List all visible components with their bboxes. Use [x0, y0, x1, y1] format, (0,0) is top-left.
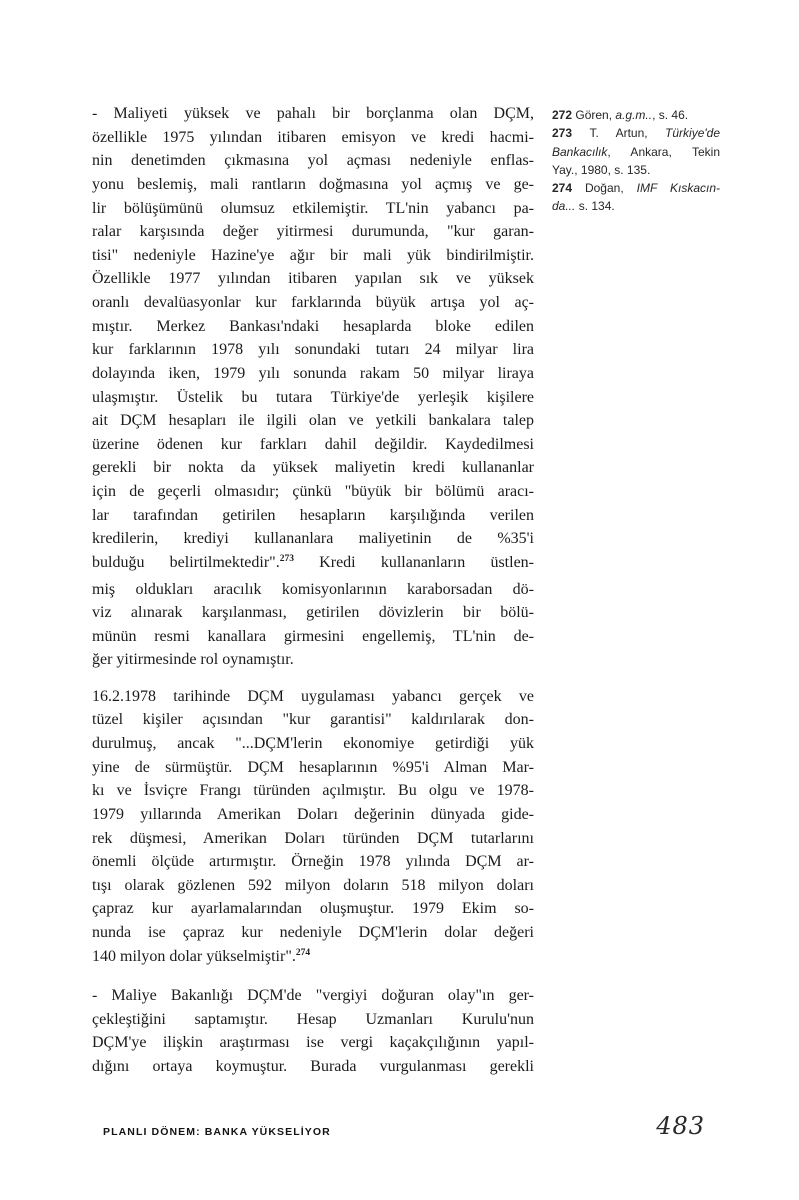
text-line — [92, 244, 534, 268]
text-run: 16.2.1978 tarihinde DÇM uygulaması yabancı gerçek ve — [92, 687, 534, 705]
text-line — [92, 173, 534, 197]
text-run: kredilerin, krediyi kullananlara maliyetinin de %35'i — [92, 530, 534, 548]
text-line — [92, 315, 534, 339]
text-run: yine de sürmüştür. DÇM hesaplarının %95'i Alman Mar- — [92, 758, 534, 776]
footnote-272 — [552, 106, 720, 124]
text-run: kur farklarının 1978 yılı sonundaki tutarı 24 milyar lira — [92, 341, 534, 359]
text-run: a.g.m.. — [615, 108, 653, 122]
text-run: T. Artun, — [589, 126, 666, 141]
text-run: Kredi kullananların üstlen- — [293, 553, 535, 571]
text-run: kı ve İsviçre Frangı türünden açılmıştır. Bu olgu ve 1978- — [92, 782, 534, 800]
text-line — [92, 897, 534, 921]
text-line — [92, 874, 534, 898]
text-line — [92, 527, 534, 551]
text-line — [92, 827, 534, 851]
text-line — [552, 179, 720, 197]
footnote-274 — [552, 179, 720, 216]
text-run: , Ankara, Tekin — [607, 144, 720, 159]
text-run: Gören, — [575, 108, 616, 122]
text-line — [92, 708, 534, 732]
text-run: münün resmi kanallara girmesini engellemiş, TL'nin de- — [92, 627, 534, 645]
text-line — [92, 1008, 534, 1032]
text-run: tisi" nedeniyle Hazine'ye ağır bir mali yük bindirilmiştir. — [92, 246, 534, 264]
text-line — [92, 456, 534, 480]
text-line — [92, 126, 534, 150]
text-line — [92, 480, 534, 504]
text-line — [92, 267, 534, 291]
text-run: ralar karşısında değer yitirmesi durumunda, "kur garan- — [92, 223, 534, 241]
text-run: Doğan, — [584, 181, 637, 196]
text-line — [92, 291, 534, 315]
text-run: yonu beslemiş, mali rantların doğmasına yol açmış ve ge- — [92, 175, 534, 193]
footnote-ref-marker: 273 — [279, 554, 294, 565]
text-line — [92, 149, 534, 173]
text-line — [552, 124, 720, 142]
text-run: s. 134. — [575, 199, 615, 214]
text-run: tüzel kişiler açısından "kur garantisi" kaldırılarak don- — [92, 711, 534, 729]
text-line — [92, 504, 534, 528]
text-run: da... — [552, 199, 576, 214]
text-line — [92, 945, 534, 972]
text-run: dolayında iken, 1979 yılı sonunda rakam 50 milyar liraya — [92, 364, 534, 382]
text-run: nunda ise çapraz kur nedeniyle DÇM'lerin dolar değeri — [92, 924, 534, 942]
text-line — [92, 1031, 534, 1055]
text-line — [552, 143, 720, 161]
text-run: durulmuş, ancak "...DÇM'lerin ekonomiye getirdiği yük — [92, 735, 534, 753]
text-line — [92, 102, 534, 126]
text-line — [92, 685, 534, 709]
footnote-ref-marker: 274 — [295, 948, 311, 959]
text-run: çekleştiğini saptamıştır. Hesap Uzmanları Kurulu'nun — [92, 1010, 534, 1028]
paragraph — [92, 984, 534, 1079]
text-run: ait DÇM hesapları ile ilgili olan ve yetkili bankalara talep — [92, 412, 534, 430]
text-run: bulduğu belirtilmektedir". — [92, 553, 280, 571]
text-run: rek düşmesi, Amerikan Doları türünden DÇM tutarlarını — [92, 829, 534, 847]
text-run: ğer yitirmesinde rol oynamıştır. — [92, 651, 294, 669]
text-run: tışı olarak gözlenen 592 milyon doların 518 milyon doları — [92, 876, 534, 894]
text-line — [92, 732, 534, 756]
text-run: Türkiye'de — [665, 126, 721, 141]
text-run: dığını ortaya koymuştur. Burada vurgulanması gerekli — [92, 1057, 534, 1075]
text-run: IMF Kıskacın- — [636, 181, 721, 196]
text-run: için de geçerli olmasıdır; çünkü "büyük bir bölümü aracı- — [92, 483, 534, 500]
text-run: nin denetimden çıkmasına yol açması nedeniyle enflas- — [92, 152, 534, 170]
page-number: 483 — [656, 1112, 705, 1140]
text-run: çapraz kur ayarlamalarından oluşmuştur. 1979 Ekim so- — [92, 900, 534, 918]
text-run: 1979 yıllarında Amerikan Doları değerinin dünyada gide- — [92, 805, 534, 823]
text-line — [552, 197, 720, 215]
text-line — [92, 197, 534, 221]
text-run: önemli ölçüde artırmıştır. Örneğin 1978 yılında DÇM ar- — [92, 853, 534, 871]
text-line — [552, 161, 720, 179]
text-line — [92, 601, 534, 625]
text-line — [92, 362, 534, 386]
text-run: - Maliye Bakanlığı DÇM'de "vergiyi doğuran olay"ın ger- — [92, 987, 534, 1005]
text-line — [552, 106, 720, 124]
text-run: Özellikle 1977 yılından itibaren yapılan sık ve yüksek — [92, 270, 534, 288]
text-run: lar tarafından getirilen hesapların karşılığında verilen — [92, 506, 534, 524]
text-run: 140 milyon dolar yükselmiştir". — [92, 947, 296, 965]
text-line — [92, 756, 534, 780]
text-run: 273 — [552, 126, 590, 141]
main-text-column — [92, 102, 534, 1091]
text-run: - Maliyeti yüksek ve pahalı bir borçlanma olan DÇM, — [92, 105, 534, 122]
text-line — [92, 551, 534, 578]
text-line — [92, 578, 534, 602]
text-line — [92, 850, 534, 874]
text-run: özellikle 1975 yılından itibaren emisyon ve kredi hacmi- — [92, 128, 534, 146]
text-run: viz alınarak karşılanması, getirilen dövizlerin bir bölü- — [92, 604, 534, 622]
text-line — [92, 803, 534, 827]
text-run: 274 — [552, 181, 585, 196]
text-run: gerekli bir nokta da yüksek maliyetin kredi kullananlar — [92, 459, 534, 477]
footer-section-title: PLANLI DÖNEM: BANKA YÜKSELİYOR — [103, 1126, 331, 1138]
text-line — [92, 779, 534, 803]
text-run: 272 — [552, 108, 576, 122]
text-run: miş oldukları aracılık komisyonlarının karaborsadan dö- — [92, 580, 534, 598]
text-run: ulaşmıştır. Üstelik bu tutara Türkiye'de yerleşik kişilere — [92, 388, 534, 406]
paragraph — [92, 685, 534, 972]
text-line — [92, 1055, 534, 1079]
text-line — [92, 220, 534, 244]
text-run: mıştır. Merkez Bankası'ndaki hesaplarda bloke edilen — [92, 317, 534, 335]
text-run: lir bölüşümünü olumsuz etkilemiştir. TL'nin yabancı pa- — [92, 199, 534, 217]
text-line — [92, 984, 534, 1008]
text-line — [92, 338, 534, 362]
footnote-column — [552, 106, 720, 216]
text-line — [92, 386, 534, 410]
text-line — [92, 921, 534, 945]
text-line — [92, 648, 534, 672]
text-line — [92, 409, 534, 433]
footnote-273 — [552, 124, 720, 179]
paragraph — [92, 102, 534, 672]
text-line — [92, 433, 534, 457]
text-run: üzerine ödenen kur farkları dahil değildir. Kaydedilmesi — [92, 435, 534, 453]
text-run: , s. 46. — [652, 108, 689, 122]
text-line — [92, 625, 534, 649]
text-run: Bankacılık — [552, 144, 608, 159]
text-run: oranlı devalüasyonlar kur farklarında büyük artışa yol aç- — [92, 294, 534, 311]
text-run: Yay., 1980, s. 135. — [552, 162, 651, 177]
text-run: DÇM'ye ilişkin araştırması ise vergi kaçakçılığının yapıl- — [92, 1034, 534, 1052]
